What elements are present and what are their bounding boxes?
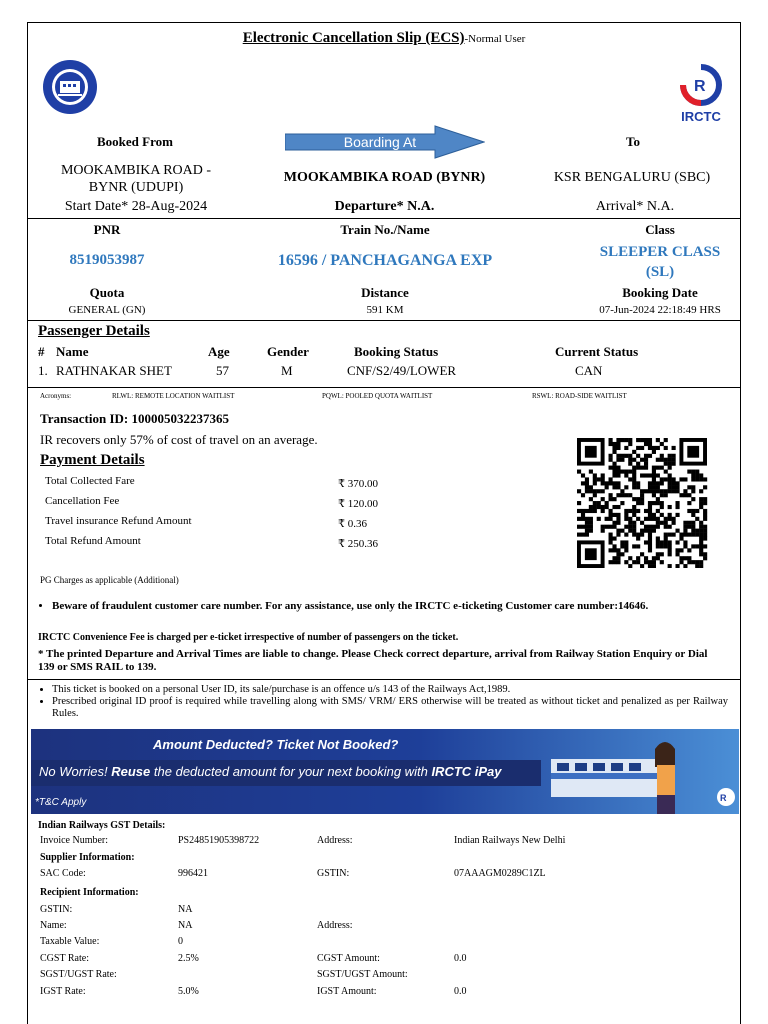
timing-notice: * The printed Departure and Arrival Times are liable to change. Please Check correct departure, arrival from Railway Station Enquiry or Dial 139 or SMS RAIL to 139. [38, 648, 708, 673]
divider [27, 387, 741, 388]
acronym-rswl: RSWL: ROAD-SIDE WAITLIST [532, 392, 627, 400]
payment-row-value: ₹ 370.00 [338, 478, 378, 490]
igst-rate-label: IGST Rate: [40, 986, 86, 997]
distance-value: 591 KM [366, 304, 404, 316]
supplier-title: Supplier Information: [40, 852, 135, 863]
passenger-details-title: Passenger Details [38, 323, 150, 339]
banner-line [39, 764, 502, 779]
page-title [27, 30, 741, 47]
payment-row-label: Total Collected Fare [45, 475, 135, 487]
col-header-booking-status: Booking Status [354, 344, 439, 359]
fraud-notice [38, 600, 718, 613]
title-text: Electronic Cancellation Slip (ECS) [242, 30, 465, 46]
sac-value: 996421 [178, 868, 208, 879]
payment-row-value: ₹ 250.36 [338, 538, 378, 550]
passenger-num: 1. [38, 363, 48, 378]
passenger-name: RATHNAKAR SHET [56, 363, 172, 378]
recipient-name-label: Name: [40, 920, 67, 931]
payment-row-label: Cancellation Fee [45, 495, 120, 507]
taxable-value: 0 [178, 936, 183, 947]
supplier-gstin-value: 07AAAGM0289C1ZL [454, 868, 546, 879]
booking-date-label: Booking Date [622, 285, 698, 300]
start-date: Start Date* 28-Aug-2024 [64, 199, 208, 214]
passenger-booking-status: CNF/S2/49/LOWER [347, 363, 457, 378]
transaction-id: Transaction ID: 100005032237365 [40, 411, 229, 426]
payment-row-label: Total Refund Amount [45, 535, 141, 547]
banner-middle: the deducted amount for your next booking with [153, 764, 428, 779]
boarding-arrow [285, 125, 485, 159]
col-header-name: Name [56, 344, 89, 359]
from-station: MOOKAMBIKA ROAD - BYNR (UDUPI) [60, 163, 212, 195]
address-label: Address: [317, 835, 353, 846]
payment-row-value: ₹ 120.00 [338, 498, 378, 510]
igst-amount-label: IGST Amount: [317, 986, 377, 997]
col-header-current-status: Current Status [555, 344, 639, 359]
gst-title: Indian Railways GST Details: [38, 820, 166, 831]
cgst-rate-value: 2.5% [178, 953, 199, 964]
banner-reuse: Reuse [111, 764, 151, 779]
banner-brand: IRCTC iPay [431, 764, 502, 779]
recipient-gstin-label: GSTIN: [40, 904, 73, 915]
distance-label: Distance [361, 285, 409, 300]
divider [27, 679, 741, 680]
svg-text:R: R [720, 793, 727, 803]
passenger-gender: M [281, 363, 293, 378]
col-header-age: Age [208, 344, 230, 359]
irctc-logo-text: IRCTC [681, 109, 721, 124]
irctc-logo [669, 64, 733, 124]
payment-row-value: ₹ 0.36 [338, 518, 367, 530]
sgst-rate-label: SGST/UGST Rate: [40, 969, 117, 980]
acronym-rlwl: RLWL: REMOTE LOCATION WAITLIST [112, 392, 235, 400]
ipay-banner[interactable] [31, 729, 739, 814]
convenience-fee-notice: IRCTC Convenience Fee is charged per e-ticket irrespective of number of passengers on the ticket. [38, 632, 459, 643]
taxable-label: Taxable Value: [40, 936, 100, 947]
indian-railways-logo [40, 59, 100, 115]
acronyms-label: Acronyms: [40, 392, 72, 400]
class-value: SLEEPER CLASS (SL) [599, 244, 721, 280]
invoice-value: PS24851905398722 [178, 835, 260, 846]
train-value: 16596 / PANCHAGANGA EXP [277, 252, 493, 269]
acronym-pqwl: PQWL: POOLED QUOTA WAITLIST [322, 392, 433, 400]
subtitle-text: -Normal User [464, 33, 526, 45]
to-station: KSR BENGALURU (SBC) [553, 170, 711, 185]
departure-time: Departure* N.A. [334, 199, 435, 214]
cgst-rate-label: CGST Rate: [40, 953, 89, 964]
recipient-title: Recipient Information: [40, 887, 139, 898]
arrival-time: Arrival* N.A. [595, 199, 675, 214]
banner-tc: *T&C Apply [35, 797, 87, 808]
booking-date-value: 07-Jun-2024 22:18:49 HRS [599, 304, 721, 316]
train-label: Train No./Name [340, 222, 430, 237]
payment-row-label: Travel insurance Refund Amount [45, 515, 192, 527]
id-proof-notice: • Prescribed original ID proof is required while travelling along with SMS/ VRM/ ERS otherwise will be treated as without ticket and penalized as per Railway Rules. [52, 696, 728, 720]
invoice-label: Invoice Number: [40, 835, 109, 846]
payment-details-title: Payment Details [40, 452, 145, 468]
svg-text:R: R [694, 78, 706, 95]
pnr-label: PNR [93, 222, 121, 237]
col-header-num: # [38, 344, 45, 359]
ticket-rules [38, 684, 728, 720]
divider [27, 320, 741, 321]
sac-label: SAC Code: [40, 868, 86, 879]
cgst-amount-value: 0.0 [454, 953, 467, 964]
personal-id-notice: • This ticket is booked on a personal User ID, its sale/purchase is an offence u/s 143 of the Railways Act,1989. [52, 684, 728, 696]
pg-charges-note: PG Charges as applicable (Additional) [40, 575, 179, 585]
quota-label: Quota [89, 285, 125, 300]
recipient-gstin-value: NA [178, 904, 193, 915]
passenger-age: 57 [216, 363, 229, 378]
fraud-notice-text: • Beware of fraudulent customer care number. For any assistance, use only the IRCTC e-ticketing Customer care number:14646. [52, 600, 718, 613]
recipient-name-value: NA [178, 920, 193, 931]
pnr-value: 8519053987 [69, 252, 145, 268]
col-header-gender: Gender [267, 344, 309, 359]
address-value: Indian Railways New Delhi [454, 835, 566, 846]
boarding-station: MOOKAMBIKA ROAD (BYNR) [283, 170, 486, 185]
subsidy-text: IR recovers only 57% of cost of travel on an average. [40, 432, 318, 447]
sgst-amount-label: SGST/UGST Amount: [317, 969, 408, 980]
boarding-label: Boarding At [343, 134, 417, 150]
banner-prefix: No Worries! [39, 764, 108, 779]
igst-amount-value: 0.0 [454, 986, 467, 997]
divider [27, 218, 741, 219]
quota-value: GENERAL (GN) [68, 304, 146, 316]
qr-code [573, 438, 711, 568]
class-label: Class [645, 222, 675, 237]
recipient-address-label: Address: [317, 920, 353, 931]
booked-from-label: Booked From [97, 134, 173, 149]
passenger-current-status: CAN [575, 363, 603, 378]
igst-rate-value: 5.0% [178, 986, 199, 997]
supplier-gstin-label: GSTIN: [317, 868, 350, 879]
train-illustration [541, 729, 739, 814]
to-label: To [626, 134, 640, 149]
banner-headline: Amount Deducted? Ticket Not Booked? [153, 737, 399, 752]
cgst-amount-label: CGST Amount: [317, 953, 380, 964]
